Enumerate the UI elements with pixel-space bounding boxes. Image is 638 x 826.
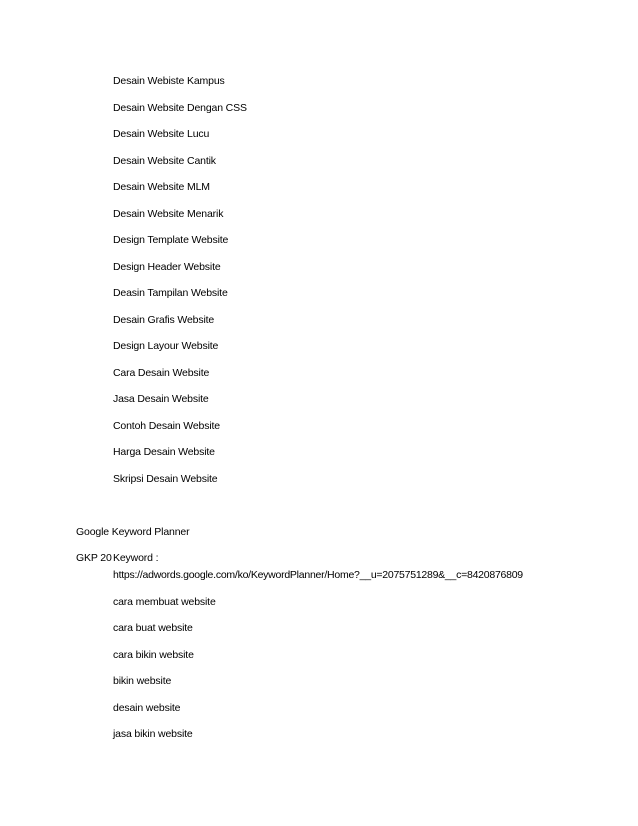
list-item: jasa bikin website <box>113 728 193 740</box>
section-heading: Google Keyword Planner <box>76 526 190 538</box>
list-item: Desain Grafis Website <box>113 314 215 326</box>
list-item: Desain Website Dengan CSS <box>113 102 247 114</box>
list-item: Design Header Website <box>113 261 221 273</box>
list-item: Design Template Website <box>113 234 229 246</box>
list-item: cara buat website <box>113 622 193 634</box>
list-item: Design Layour Website <box>113 340 219 352</box>
list-item: Desain Website Lucu <box>113 128 210 140</box>
list-item: desain website <box>113 702 181 714</box>
list-item: cara bikin website <box>113 649 194 661</box>
list-item: Desain Website Menarik <box>113 208 224 220</box>
list-item: bikin website <box>113 675 172 687</box>
list-item: Cara Desain Website <box>113 367 210 379</box>
keyword-planner-url: https://adwords.google.com/ko/KeywordPlanner/Home?__u=2075751289&__c=8420876809 <box>113 569 523 581</box>
keyword-label: Keyword : <box>113 552 159 564</box>
list-item: Deasin Tampilan Website <box>113 287 228 299</box>
list-item: Desain Webiste Kampus <box>113 75 225 87</box>
list-item: Jasa Desain Website <box>113 393 209 405</box>
list-item: Contoh Desain Website <box>113 420 220 432</box>
list-item: Skripsi Desain Website <box>113 473 218 485</box>
list-item: Harga Desain Website <box>113 446 215 458</box>
list-item: Desain Website Cantik <box>113 155 216 167</box>
gkp-label: GKP 20 <box>76 552 112 564</box>
list-item: Desain Website MLM <box>113 181 210 193</box>
list-item: cara membuat website <box>113 596 216 608</box>
